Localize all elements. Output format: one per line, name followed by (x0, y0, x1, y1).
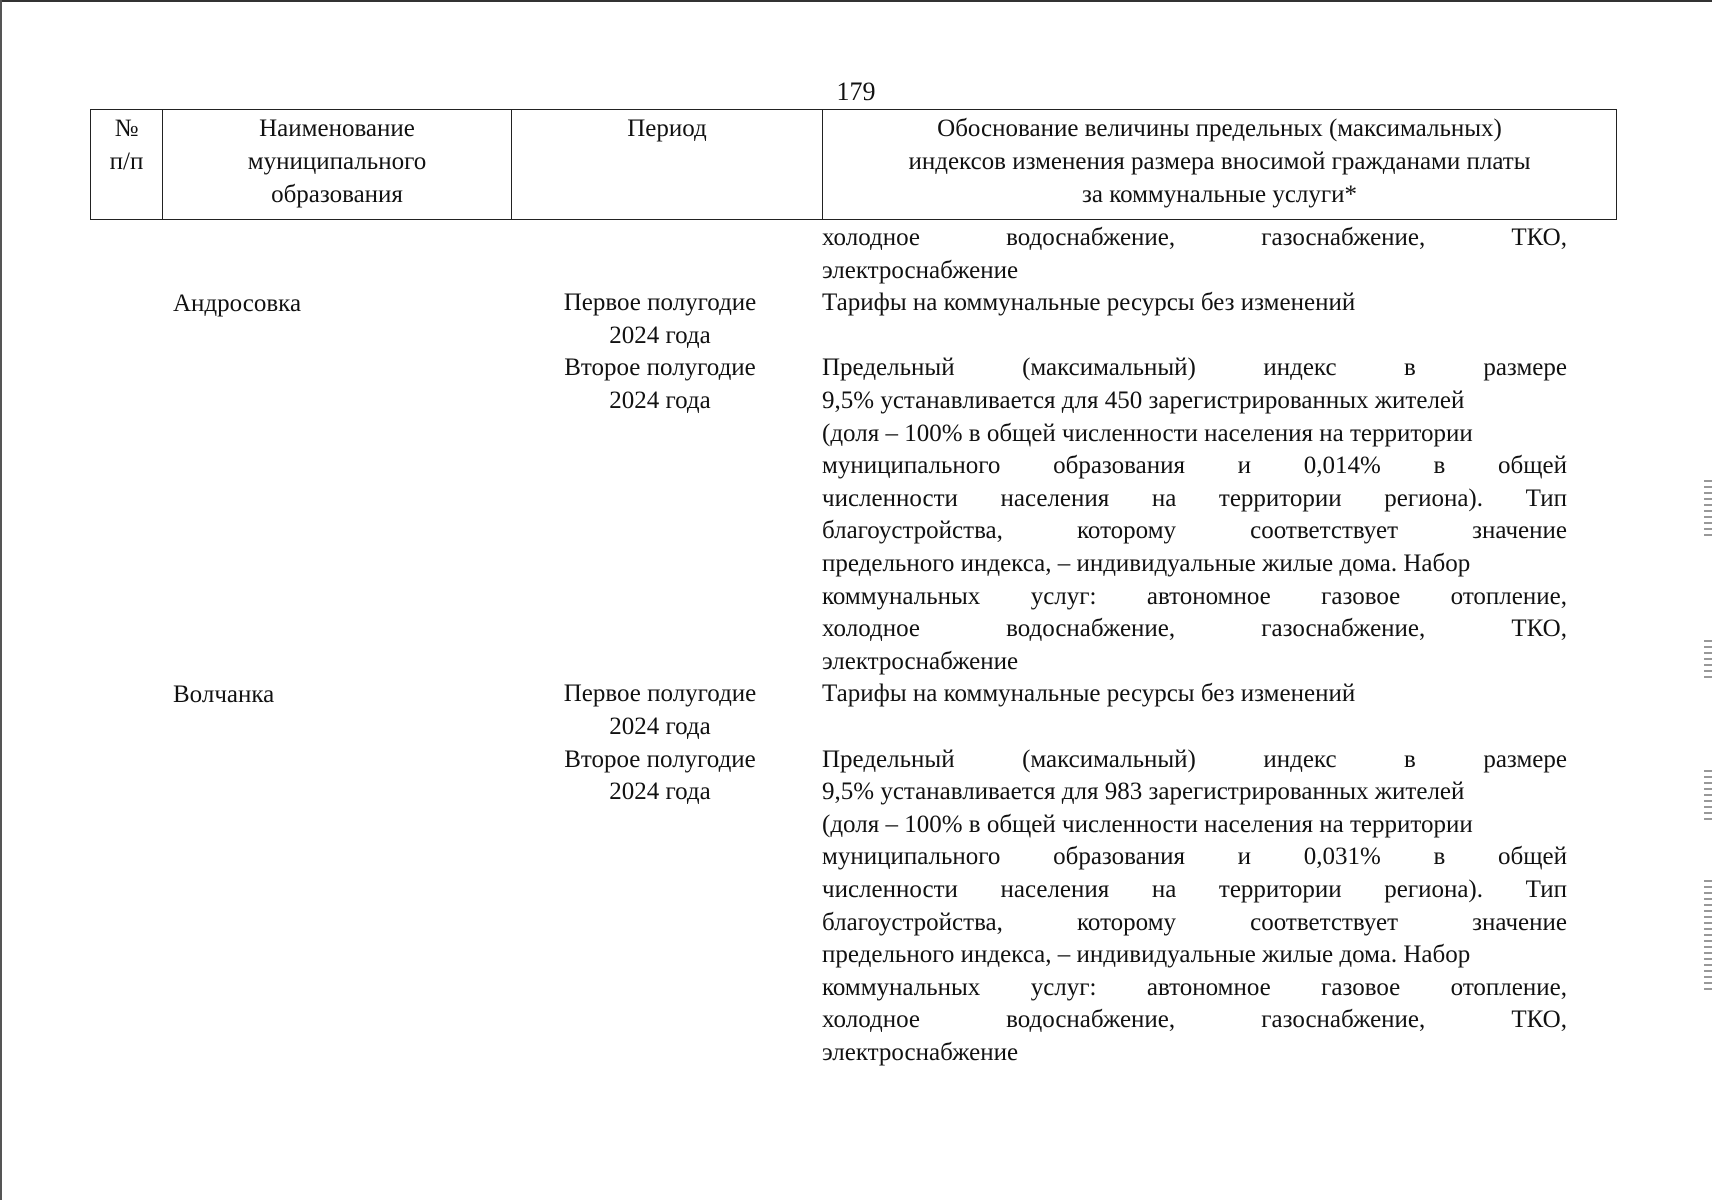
header-line: образования (271, 181, 403, 208)
text-word: предельного индекса, – индивидуальные жилые дома. Набор (822, 941, 1471, 969)
text-word: 0,014% (1303, 452, 1381, 480)
justification-text (822, 287, 1567, 352)
table-row (0, 744, 1712, 1070)
text-word: электроснабжение (822, 647, 1019, 675)
text-word: численности (822, 875, 958, 903)
text-word: Тип (1525, 875, 1567, 903)
text-word: коммунальных (822, 973, 981, 1001)
scan-edge-top (0, 0, 1712, 2)
text-word: водоснабжение, (1006, 1006, 1176, 1034)
header-justification-column (823, 110, 1617, 220)
period-line: 2024 года (609, 321, 711, 349)
text-word: (максимальный) (1022, 745, 1196, 773)
text-word: и (1237, 843, 1252, 871)
text-line (822, 613, 1567, 646)
text-line (822, 255, 1567, 288)
text-word: (доля – 100% в общей численности населения на территории (822, 810, 1473, 838)
text-line (822, 418, 1567, 451)
text-word: размере (1483, 354, 1567, 382)
period-line: Второе полугодие (564, 354, 756, 382)
text-word: (максимальный) (1022, 354, 1196, 382)
header-period-column (512, 110, 823, 220)
text-word: и (1237, 452, 1252, 480)
text-word: соответствует (1250, 517, 1398, 545)
text-word: водоснабжение, (1006, 224, 1176, 251)
text-word: благоустройства, (822, 908, 1003, 936)
text-word: которому (1077, 517, 1177, 545)
text-line (822, 352, 1567, 385)
text-word: ТКО, (1511, 1006, 1567, 1034)
text-line (822, 581, 1567, 614)
text-word: в (1404, 745, 1416, 773)
text-word: услуг: (1030, 582, 1097, 610)
text-line (822, 450, 1567, 483)
text-word: индекс (1263, 354, 1337, 382)
text-line (822, 385, 1567, 418)
header-line: Период (627, 115, 707, 142)
text-word: соответствует (1250, 908, 1398, 936)
municipality-name: Волчанка (173, 681, 275, 709)
period-line: Первое полугодие (563, 289, 757, 317)
header-line: Наименование (259, 115, 415, 142)
header-line: п/п (109, 148, 144, 175)
text-word: услуг: (1030, 973, 1097, 1001)
text-word: электроснабжение (822, 256, 1019, 284)
header-line: Обоснование величины предельных (максимальных) (937, 115, 1502, 142)
text-line (822, 907, 1567, 940)
text-word: газоснабжение, (1261, 615, 1426, 643)
text-word: Предельный (822, 354, 955, 382)
text-line (822, 972, 1567, 1005)
text-word: региона). (1384, 484, 1483, 512)
text-line (822, 1037, 1567, 1070)
text-line (822, 744, 1567, 777)
header-line: индексов изменения размера вносимой гражданами платы (908, 148, 1531, 175)
text-line (822, 939, 1567, 972)
text-line (822, 809, 1567, 842)
text-line (822, 548, 1567, 581)
header-municipality-column (163, 110, 512, 220)
text-word: ТКО, (1511, 615, 1567, 643)
text-word: в (1433, 843, 1446, 871)
text-word: холодное (822, 1006, 920, 1034)
text-word: на (1151, 875, 1177, 903)
text-word: предельного индекса, – индивидуальные жилые дома. Набор (822, 549, 1471, 577)
text-line (822, 841, 1567, 874)
text-word: которому (1077, 908, 1177, 936)
text-line (822, 515, 1567, 548)
text-line (822, 1004, 1567, 1037)
text-word: холодное (822, 615, 920, 643)
text-line (822, 287, 1567, 320)
text-word: размере (1483, 745, 1567, 773)
text-word: на (1151, 484, 1177, 512)
header-line: № (114, 115, 139, 142)
text-word: Предельный (822, 745, 955, 773)
text-word: холодное (822, 224, 920, 251)
text-word: муниципального (822, 452, 1001, 480)
text-word: муниципального (822, 843, 1001, 871)
text-word: ТКО, (1511, 224, 1567, 251)
text-line (822, 222, 1567, 255)
text-word: благоустройства, (822, 517, 1003, 545)
text-word: газовое (1321, 582, 1401, 610)
page-number: 179 (836, 77, 876, 106)
text-word: общей (1498, 843, 1567, 871)
text-word: Тарифы на коммунальные ресурсы без изменений (822, 680, 1356, 708)
period-line: Второе полугодие (564, 745, 756, 773)
text-word: региона). (1384, 875, 1483, 903)
text-word: численности (822, 484, 958, 512)
text-word: в (1433, 452, 1446, 480)
text-word: индекс (1263, 745, 1337, 773)
header-number-column (91, 110, 163, 220)
period-line: 2024 года (609, 386, 711, 414)
text-word: газовое (1321, 973, 1401, 1001)
period-cell (510, 352, 810, 417)
period-cell (510, 678, 810, 743)
text-line (822, 483, 1567, 516)
text-word: значение (1472, 517, 1567, 545)
text-word: отопление, (1450, 582, 1567, 610)
text-word: отопление, (1450, 973, 1567, 1001)
table-body (0, 222, 1712, 1070)
text-word: населения (1000, 875, 1110, 903)
municipality-entries (0, 287, 1712, 1069)
text-word: Тип (1525, 484, 1567, 512)
text-line (822, 776, 1567, 809)
table-row (0, 352, 1712, 678)
justification-text (822, 744, 1567, 1070)
table-row (0, 287, 1712, 352)
period-line: 2024 года (609, 778, 711, 806)
text-word: территории (1218, 875, 1342, 903)
text-line (822, 646, 1567, 679)
continuation-row (0, 222, 1712, 287)
text-word: автономное (1146, 973, 1271, 1001)
justification-text (822, 678, 1567, 743)
period-cell (510, 744, 810, 809)
period-line: 2024 года (609, 712, 711, 740)
text-word: в (1404, 354, 1416, 382)
text-word: электроснабжение (822, 1038, 1019, 1066)
text-word: водоснабжение, (1006, 615, 1176, 643)
text-word: образования (1053, 843, 1185, 871)
justification-text (822, 222, 1567, 287)
text-word: газоснабжение, (1261, 1006, 1426, 1034)
text-word: (доля – 100% в общей численности населения на территории (822, 419, 1473, 447)
text-word: газоснабжение, (1261, 224, 1426, 251)
text-word: значение (1472, 908, 1567, 936)
text-word: образования (1053, 452, 1185, 480)
text-word: 9,5% устанавливается для 450 зарегистрированных жителей (822, 386, 1465, 414)
period-cell (510, 287, 810, 352)
municipality-name: Андросовка (173, 290, 302, 318)
text-line (822, 678, 1567, 711)
text-word: коммунальных (822, 582, 981, 610)
text-word: населения (1000, 484, 1110, 512)
text-word: территории (1218, 484, 1342, 512)
header-line: за коммунальные услуги* (1081, 181, 1358, 208)
text-word: автономное (1146, 582, 1271, 610)
text-word: 9,5% устанавливается для 983 зарегистрированных жителей (822, 778, 1465, 806)
period-line: Первое полугодие (563, 680, 757, 708)
text-line (822, 874, 1567, 907)
header-line: муниципального (247, 148, 427, 175)
table-header (90, 109, 1617, 220)
text-word: Тарифы на коммунальные ресурсы без изменений (822, 289, 1356, 317)
text-word: 0,031% (1303, 843, 1381, 871)
table-row (0, 678, 1712, 743)
text-word: общей (1498, 452, 1567, 480)
justification-text (822, 352, 1567, 678)
